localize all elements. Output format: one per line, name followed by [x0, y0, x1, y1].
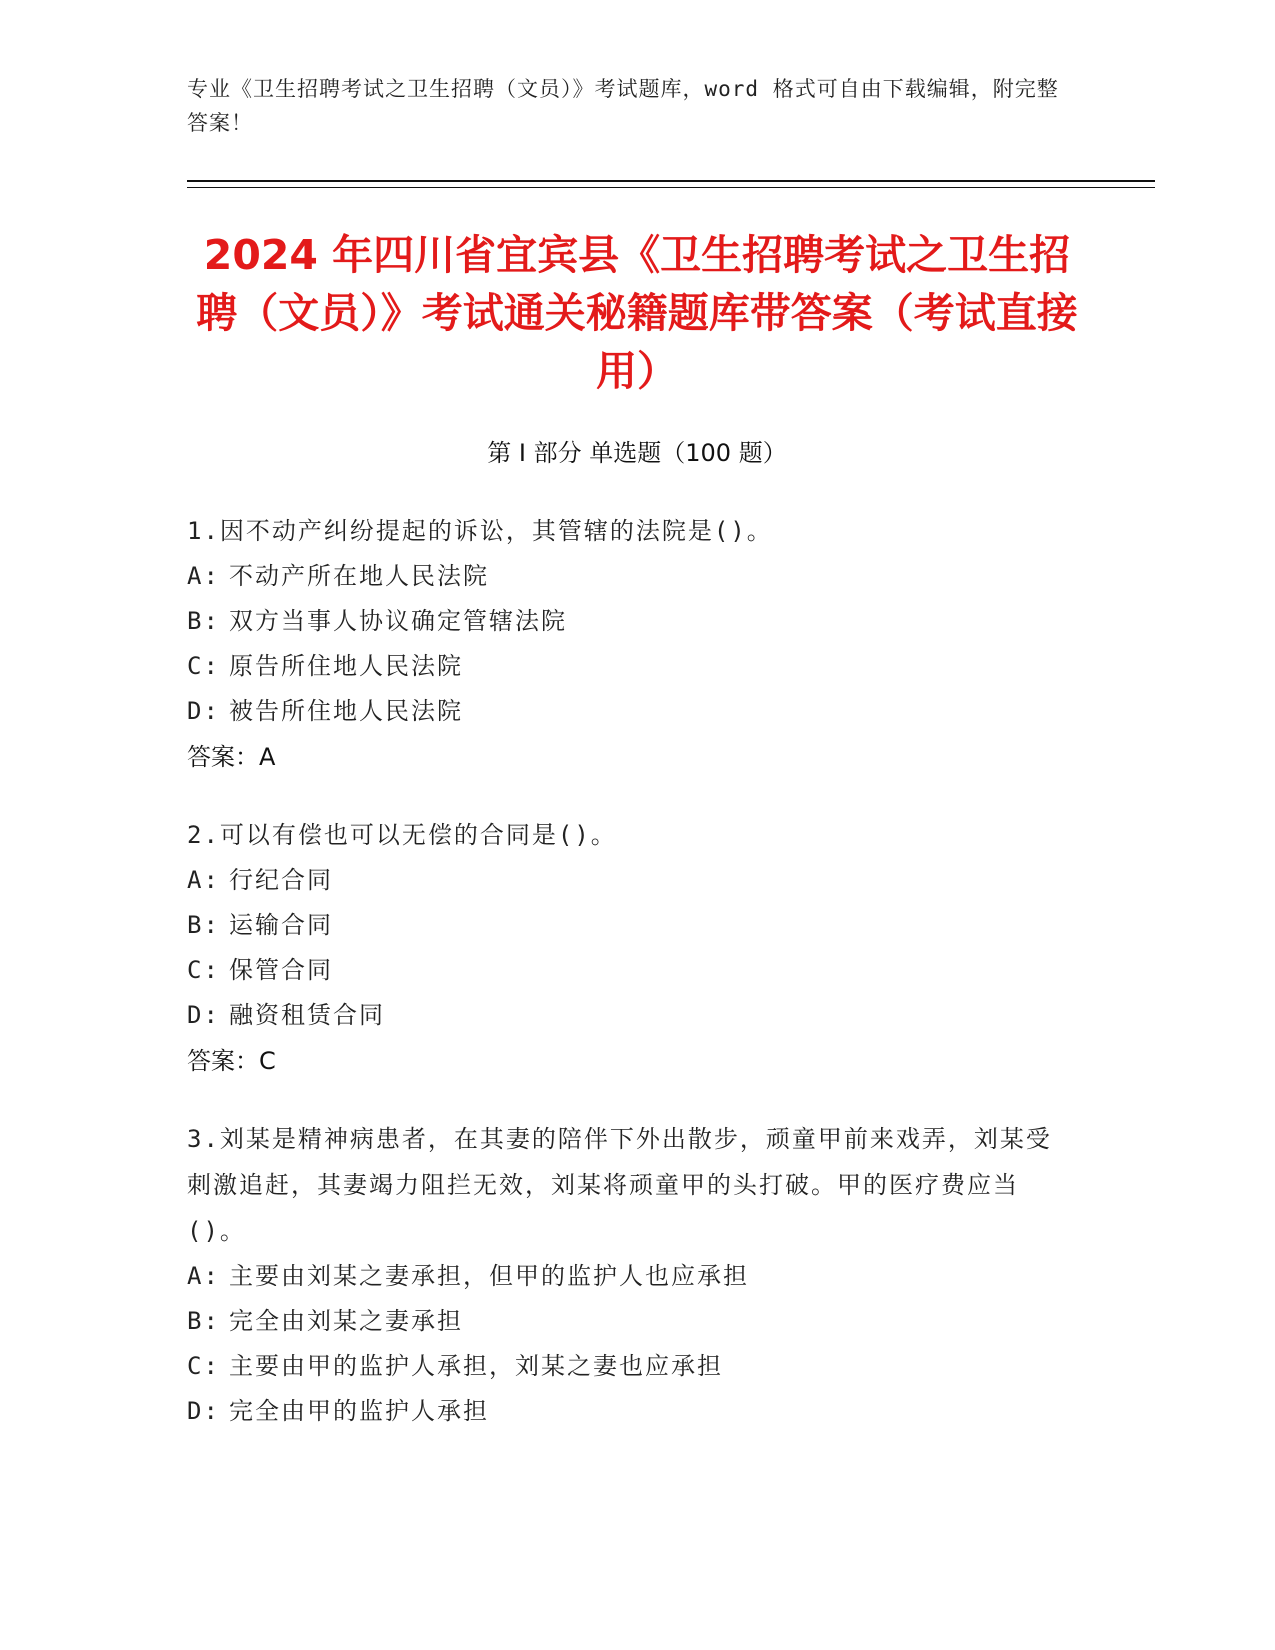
option-b	[187, 903, 1067, 948]
option-c	[187, 644, 1067, 689]
option-key: B:	[187, 607, 220, 635]
option-key: D:	[187, 1397, 220, 1425]
option-text: 双方当事人协议确定管辖法院	[229, 607, 567, 635]
option-text: 融资租赁合同	[229, 1001, 385, 1029]
option-key: D:	[187, 1001, 220, 1029]
option-text: 完全由甲的监护人承担	[229, 1397, 489, 1425]
document-title: 2024 年四川省宜宾县《卫生招聘考试之卫生招聘（文员）》考试通关秘籍题库带答案（考试直接用）	[196, 231, 1078, 395]
header-note: 专业《卫生招聘考试之卫生招聘（文员）》考试题库，word 格式可自由下载编辑，附完整答案！	[187, 77, 1059, 135]
option-text: 行纪合同	[229, 866, 333, 894]
option-key: A:	[187, 1262, 220, 1290]
question-stem: 2.可以有偿也可以无偿的合同是()。	[187, 821, 617, 849]
question-stem: 1.因不动产纠纷提起的诉讼，其管辖的法院是()。	[187, 517, 773, 545]
option-text: 原告所住地人民法院	[229, 652, 463, 680]
option-key: D:	[187, 697, 220, 725]
question-3	[187, 1116, 1067, 1434]
option-key: A:	[187, 866, 220, 894]
option-a	[187, 858, 1067, 903]
option-key: C:	[187, 1352, 220, 1380]
option-text: 主要由刘某之妻承担，但甲的监护人也应承担	[229, 1262, 749, 1290]
answer-label: 答案：A	[187, 743, 276, 771]
option-key: B:	[187, 1307, 220, 1335]
option-c	[187, 948, 1067, 993]
option-text: 完全由刘某之妻承担	[229, 1307, 463, 1335]
option-key: C:	[187, 956, 220, 984]
option-key: C:	[187, 652, 220, 680]
option-b	[187, 599, 1067, 644]
option-d	[187, 1389, 1067, 1434]
option-c	[187, 1344, 1067, 1389]
option-a	[187, 1254, 1067, 1299]
option-key: B:	[187, 911, 220, 939]
option-a	[187, 554, 1067, 599]
section-heading: 第 I 部分 单选题（100 题）	[487, 439, 787, 467]
option-d	[187, 689, 1067, 734]
header-divider-thick	[187, 180, 1155, 182]
option-text: 运输合同	[229, 911, 333, 939]
question-1	[187, 508, 1067, 780]
option-text: 主要由甲的监护人承担，刘某之妻也应承担	[229, 1352, 723, 1380]
answer-label: 答案：C	[187, 1047, 276, 1075]
option-key: A:	[187, 562, 220, 590]
option-text: 被告所住地人民法院	[229, 697, 463, 725]
question-2	[187, 812, 1067, 1084]
option-text: 不动产所在地人民法院	[229, 562, 489, 590]
option-text: 保管合同	[229, 956, 333, 984]
question-stem: 3.刘某是精神病患者，在其妻的陪伴下外出散步，顽童甲前来戏弄，刘某受刺激追赶，其妻竭力阻拦无效，刘某将顽童甲的头打破。甲的医疗费应当()。	[187, 1125, 1052, 1245]
option-d	[187, 993, 1067, 1038]
option-b	[187, 1299, 1067, 1344]
header-divider-thin	[187, 187, 1155, 188]
